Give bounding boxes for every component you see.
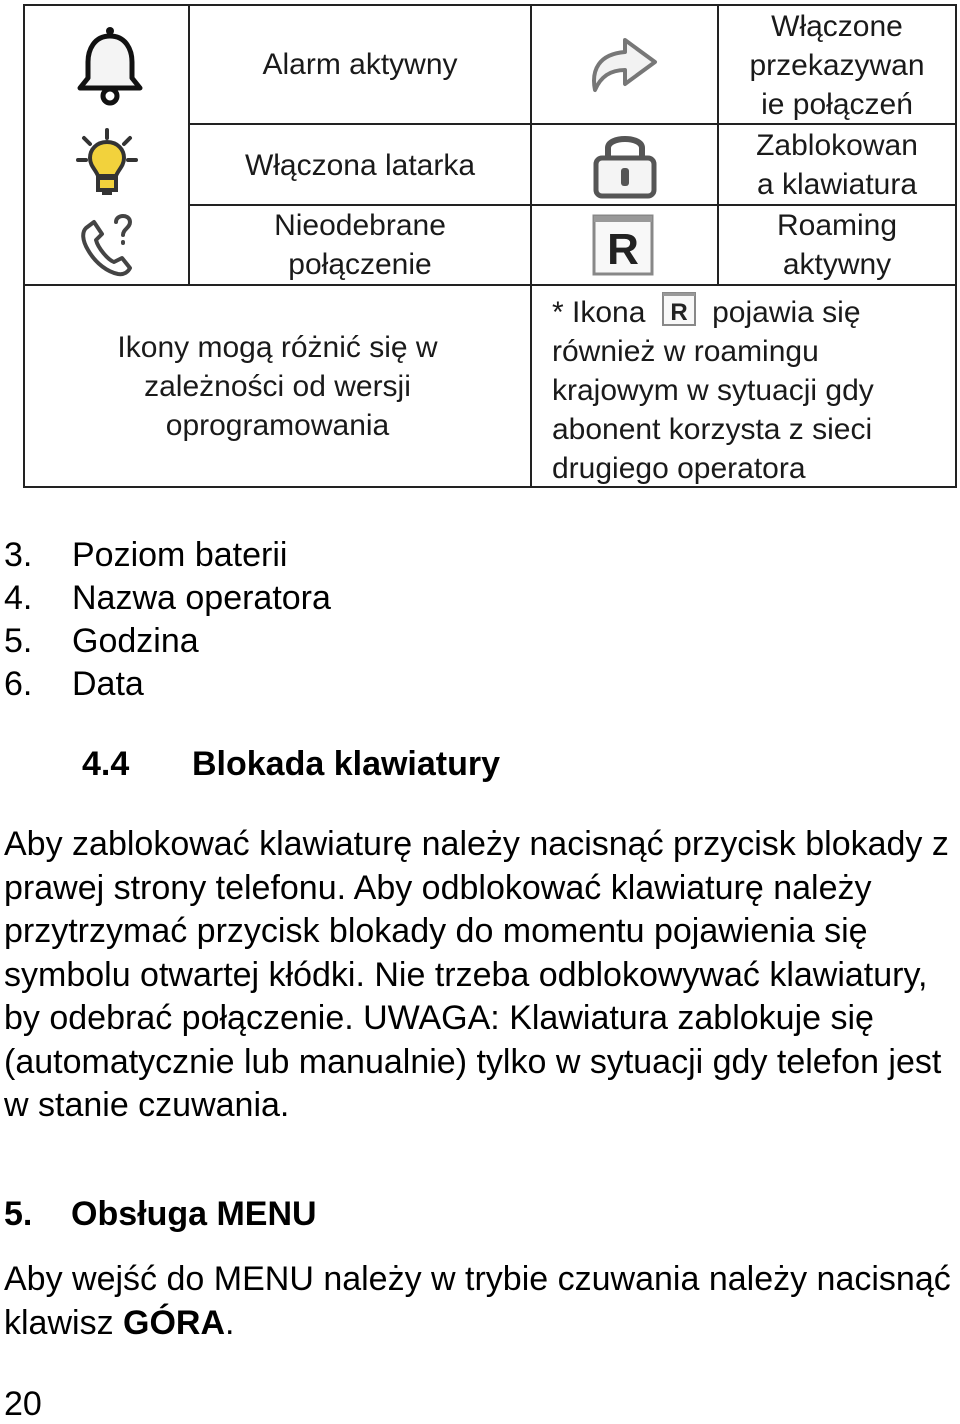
section-title: Obsługa MENU <box>71 1195 317 1233</box>
footnote-line: krajowym w sytuacji gdy <box>552 374 874 407</box>
padlock-icon <box>590 128 660 200</box>
footnote-suffix: pojawia się <box>712 296 861 329</box>
footnote-line: również w roamingu <box>552 335 819 368</box>
svg-text:R: R <box>670 299 688 326</box>
keypad-locked-label-line: Zablokowan <box>756 129 918 162</box>
roaming-r-small-icon <box>662 292 696 326</box>
page-number: 20 <box>4 1385 42 1423</box>
list-text: Nazwa operatora <box>72 579 331 617</box>
keypad-lock-paragraph: Aby zablokować klawiaturę należy nacisnąć przycisk blokady z prawej strony telefonu. Aby odblokować klawiaturę należy przytrzymać przycisk blokady do momentu pojawienia się symbolu otwartej kłódki. Nie trzeba odblokowywać klawiatury, by odebrać połączenie. UWAGA: Klawiatura zablokuje się (automatycznie lub manualnie) tylko w sytuacji gdy telefon jest w stanie czuwania. <box>4 825 949 1124</box>
roaming-footnote-first-line <box>552 292 952 332</box>
missed-call-label-line: Nieodebrane <box>274 209 446 242</box>
call-forwarding-label <box>719 7 955 124</box>
list-number: 3. <box>4 536 33 574</box>
list-item <box>4 663 331 706</box>
missed-call-label <box>190 206 530 284</box>
alarm-label: Alarm aktywny <box>262 48 458 81</box>
list-number: 5. <box>4 622 33 660</box>
roaming-active-label-line: Roaming <box>776 209 898 242</box>
status-bar-items-list <box>4 534 331 706</box>
list-text: Data <box>72 665 144 703</box>
section-title: Blokada klawiatury <box>192 745 501 783</box>
footnote-line: abonent korzysta z sieci <box>552 413 873 446</box>
section-number: 4.4 <box>82 745 130 783</box>
missed-call-label-line: połączenie <box>288 248 432 281</box>
flashlight-bulb-icon <box>74 126 140 198</box>
roaming-footnote <box>552 292 952 488</box>
missed-call-phone-icon <box>76 210 140 278</box>
key-name-bold: GÓRA <box>123 1303 226 1342</box>
menu-paragraph-end: . <box>225 1303 235 1342</box>
list-number: 4. <box>4 579 33 617</box>
call-forwarding-label-line: przekazywan <box>749 49 925 82</box>
call-forwarding-label-line: ie połączeń <box>761 88 913 121</box>
status-icons-table <box>0 0 960 490</box>
keypad-locked-label-line: a klawiatura <box>756 168 918 201</box>
icons-vary-note <box>25 328 530 445</box>
svg-text:R: R <box>607 225 639 274</box>
keypad-locked-label <box>719 126 955 204</box>
menu-paragraph-text: Aby wejść do MENU należy w trybie czuwania należy nacisnąć klawisz <box>4 1260 951 1342</box>
roaming-active-label <box>719 206 955 284</box>
icons-vary-note-line: zależności od wersji <box>144 370 411 403</box>
list-number: 6. <box>4 665 33 703</box>
list-text: Poziom baterii <box>72 536 288 574</box>
menu-paragraph <box>4 1258 954 1345</box>
list-item <box>4 534 331 577</box>
footnote-prefix: * Ikona <box>552 296 646 329</box>
list-item <box>4 620 331 663</box>
section-heading-menu <box>4 1192 317 1236</box>
icons-vary-note-line: Ikony mogą różnić się w <box>117 331 438 364</box>
call-forwarding-label-line: Włączone <box>771 10 903 43</box>
section-heading-keypad-lock <box>82 742 500 786</box>
footnote-line: drugiego operatora <box>552 452 806 485</box>
icons-vary-note-line: oprogramowania <box>165 409 390 442</box>
list-item <box>4 577 331 620</box>
roaming-active-label-line: aktywny <box>782 248 892 281</box>
call-forward-arrow-icon <box>585 30 665 102</box>
flashlight-label: Włączona latarka <box>244 149 476 182</box>
list-text: Godzina <box>72 622 199 660</box>
roaming-r-icon <box>592 214 654 276</box>
bell-icon <box>70 24 150 108</box>
section-number: 5. <box>4 1195 33 1233</box>
